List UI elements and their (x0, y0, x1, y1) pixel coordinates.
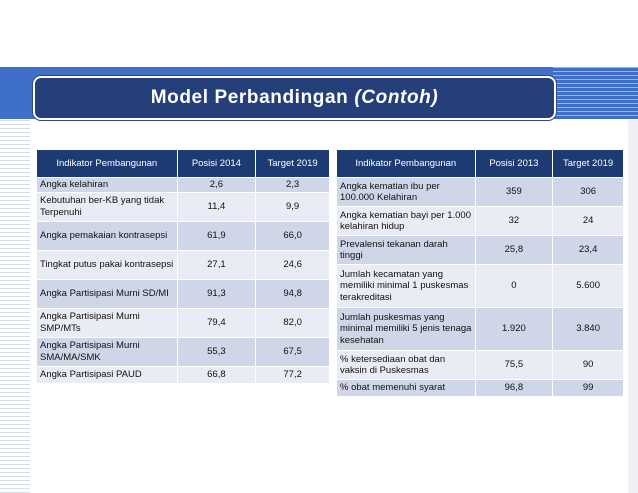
indicator-cell: Angka kematian bayi per 1.000 kelahiran hidup (337, 207, 476, 236)
comparison-table-right (336, 149, 624, 397)
table-header-row (337, 150, 624, 178)
position-cell: 2,6 (177, 178, 256, 193)
column-header-indicator: Indikator Pembangunan (37, 150, 178, 178)
indicator-cell: Angka kelahiran (37, 178, 178, 193)
table-row (37, 337, 330, 366)
target-cell: 5.600 (553, 265, 624, 308)
table-row (37, 178, 330, 193)
indicator-cell: Angka Partisipasi Murni SD/MI (37, 279, 178, 308)
table-row (337, 351, 624, 380)
position-cell: 25,8 (475, 236, 553, 265)
position-cell: 0 (475, 265, 553, 308)
target-cell: 77,2 (256, 366, 330, 383)
position-cell: 66,8 (177, 366, 256, 383)
slide-title-italic: (Contoh) (354, 87, 439, 108)
indicator-cell: Angka Partisipasi Murni SMP/MTs (37, 308, 178, 337)
indicator-cell: Angka pemakaian kontrasepsi (37, 221, 178, 250)
table-row (337, 380, 624, 397)
target-cell: 2,3 (256, 178, 330, 193)
table-row (37, 192, 330, 221)
column-header-target: Target 2019 (553, 150, 624, 178)
target-cell: 94,8 (256, 279, 330, 308)
position-cell: 75,5 (475, 351, 553, 380)
table-row (37, 366, 330, 383)
position-cell: 96,8 (475, 380, 553, 397)
decorative-bar-right (628, 120, 638, 493)
position-cell: 32 (475, 207, 553, 236)
position-cell: 79,4 (177, 308, 256, 337)
target-cell: 67,5 (256, 337, 330, 366)
table-row (337, 308, 624, 351)
table-row (337, 207, 624, 236)
table-row (37, 308, 330, 337)
table-row (37, 221, 330, 250)
column-header-indicator: Indikator Pembangunan (337, 150, 476, 178)
target-cell: 66,0 (256, 221, 330, 250)
slide-title (33, 76, 556, 120)
position-cell: 61,9 (177, 221, 256, 250)
comparison-table-left (36, 149, 330, 384)
indicator-cell: Angka Partisipasi Murni SMA/MA/SMK (37, 337, 178, 366)
indicator-cell: Angka Partisipasi PAUD (37, 366, 178, 383)
target-cell: 90 (553, 351, 624, 380)
position-cell: 359 (475, 178, 553, 207)
indicator-cell: Kebutuhan ber-KB yang tidak Terpenuhi (37, 192, 178, 221)
table-row (337, 265, 624, 308)
slide-title-main: Model Perbandingan (150, 87, 349, 108)
target-cell: 99 (553, 380, 624, 397)
table-row (337, 178, 624, 207)
indicator-cell: Jumlah kecamatan yang memiliki minimal 1 puskesmas terakreditasi (337, 265, 476, 308)
target-cell: 24 (553, 207, 624, 236)
position-cell: 27,1 (177, 250, 256, 279)
decorative-stripes-right (553, 67, 638, 119)
target-cell: 23,4 (553, 236, 624, 265)
decorative-stripes-left (0, 120, 30, 493)
indicator-cell: % ketersediaan obat dan vaksin di Puskesmas (337, 351, 476, 380)
target-cell: 306 (553, 178, 624, 207)
table-row (337, 236, 624, 265)
position-cell: 91,3 (177, 279, 256, 308)
indicator-cell: % obat memenuhi syarat (337, 380, 476, 397)
position-cell: 1.920 (475, 308, 553, 351)
target-cell: 24,6 (256, 250, 330, 279)
indicator-cell: Angka kematian ibu per 100.000 Kelahiran (337, 178, 476, 207)
column-header-target: Target 2019 (256, 150, 330, 178)
table-header-row (37, 150, 330, 178)
position-cell: 55,3 (177, 337, 256, 366)
column-header-position: Posisi 2014 (177, 150, 256, 178)
indicator-cell: Jumlah puskesmas yang minimal memiliki 5 jenis tenaga kesehatan (337, 308, 476, 351)
table-row (37, 250, 330, 279)
target-cell: 9,9 (256, 192, 330, 221)
indicator-cell: Tingkat putus pakai kontrasepsi (37, 250, 178, 279)
target-cell: 3.840 (553, 308, 624, 351)
table-row (37, 279, 330, 308)
column-header-position: Posisi 2013 (475, 150, 553, 178)
position-cell: 11,4 (177, 192, 256, 221)
indicator-cell: Prevalensi tekanan darah tinggi (337, 236, 476, 265)
target-cell: 82,0 (256, 308, 330, 337)
